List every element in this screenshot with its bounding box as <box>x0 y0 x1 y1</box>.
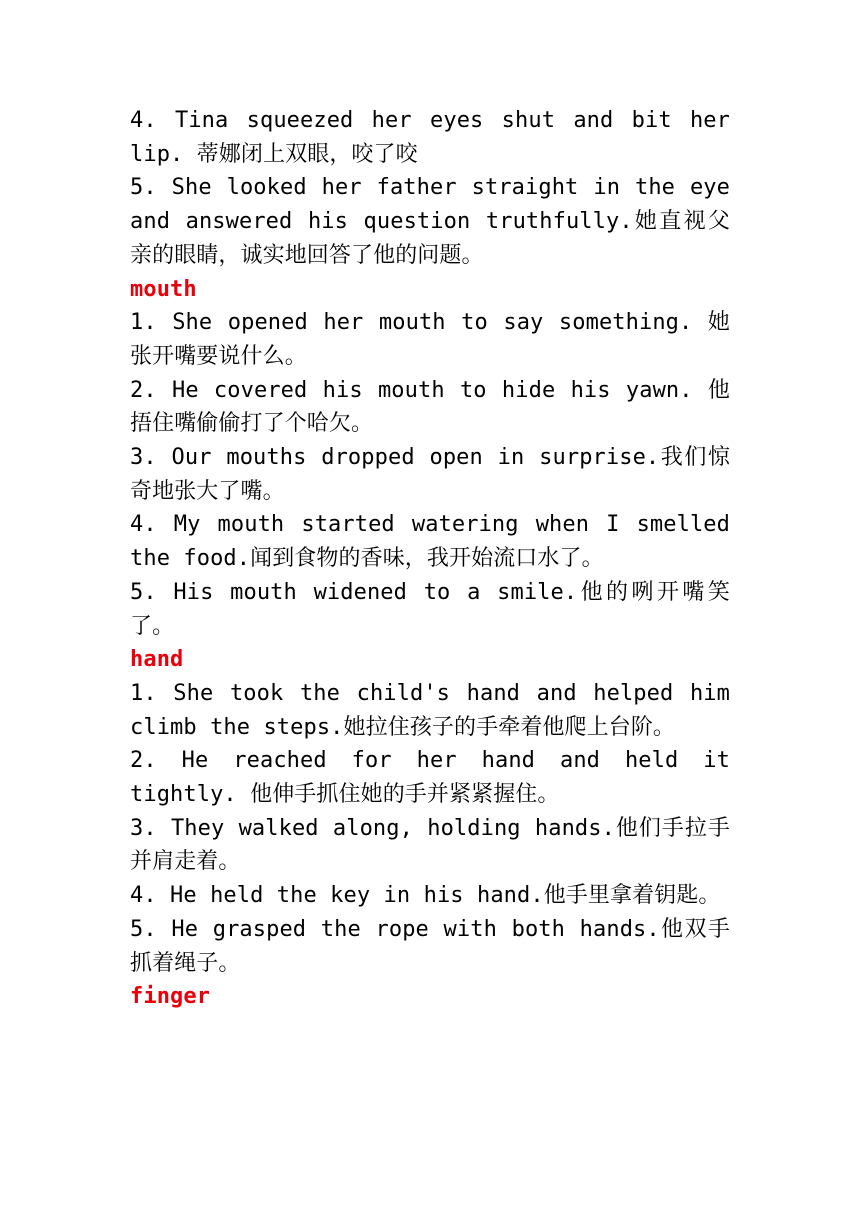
sentence-item: 1. She took the child's hand and helped him climb the steps.她拉住孩子的手牵着他爬上台阶。 <box>130 680 730 740</box>
sentence-item: 2. He reached for her hand and held it tightly. 他伸手抓住她的手并紧紧握住。 <box>130 748 730 808</box>
section-heading-mouth: mouth <box>130 276 197 302</box>
sentence-item: 3. They walked along, holding hands.他们手拉手并肩走着。 <box>130 815 730 875</box>
sentence-item: 4. Tina squeezed her eyes shut and bit her lip. 蒂娜闭上双眼，咬了咬 <box>130 108 730 167</box>
sentence-item: 5. He grasped the rope with both hands.他双手抓着绳子。 <box>130 916 730 976</box>
sentence-item: 4. He held the key in his hand.他手里拿着钥匙。 <box>130 883 721 909</box>
sentence-item: 5. His mouth widened to a smile.他的咧开嘴笑了。 <box>130 579 730 639</box>
sentence-item: 2. He covered his mouth to hide his yawn. 他捂住嘴偷偷打了个哈欠。 <box>130 377 730 437</box>
sentence-item: 5. She looked her father straight in the eye and answered his question truthfully.她直视父亲的眼睛，诚实地回答了他的问题。 <box>130 175 730 268</box>
document-page <box>130 104 730 1014</box>
sentence-item: 4. My mouth started watering when I smelled the food.闻到食物的香味，我开始流口水了。 <box>130 512 730 572</box>
sentence-item: 1. She opened her mouth to say something. 她张开嘴要说什么。 <box>130 310 730 369</box>
section-heading-hand: hand <box>130 647 184 673</box>
sentence-item: 3. Our mouths dropped open in surprise.我们惊奇地张大了嘴。 <box>130 445 730 504</box>
section-heading-finger: finger <box>130 984 211 1010</box>
